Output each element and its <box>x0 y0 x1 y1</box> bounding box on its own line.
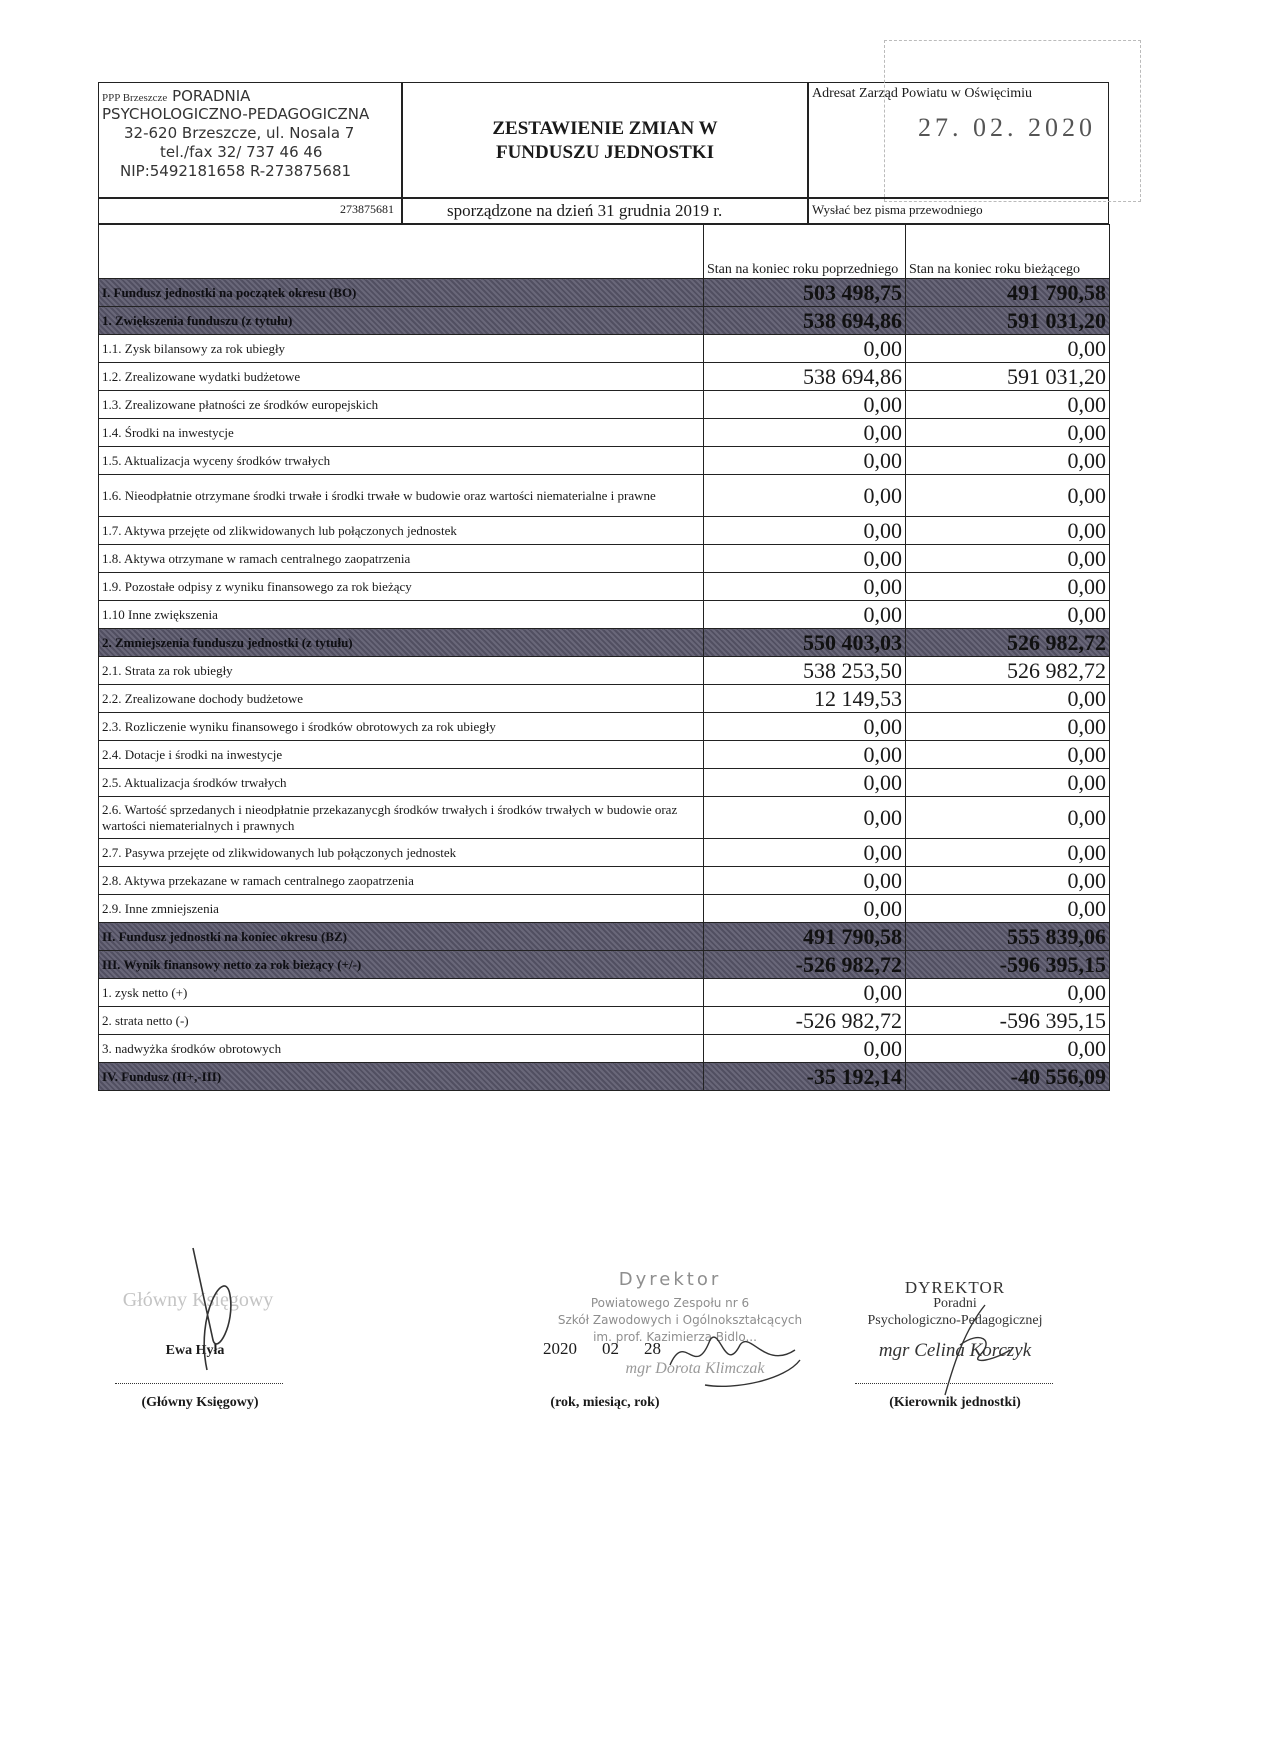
table-row <box>99 573 1110 601</box>
row-label: 2.9. Inne zmniejszenia <box>99 895 704 923</box>
prev-year-value: 0,00 <box>704 797 906 839</box>
current-year-value: 0,00 <box>906 797 1110 839</box>
table-row <box>99 839 1110 867</box>
prev-year-value: -35 192,14 <box>704 1063 906 1091</box>
current-year-value: 0,00 <box>906 713 1110 741</box>
head-caption: (Kierownik jednostki) <box>889 1395 1021 1410</box>
prev-year-value: 503 498,75 <box>704 279 906 307</box>
row-label: 1.9. Pozostałe odpisy z wyniku finansowego za rok bieżący <box>99 573 704 601</box>
table-row <box>99 867 1110 895</box>
received-stamp-frame <box>884 40 1141 202</box>
row-label: 1.6. Nieodpłatnie otrzymane środki trwałe i środki trwałe w budowie oraz wartości niematerialne i prawne <box>99 475 704 517</box>
head-dotted-line <box>855 1383 1053 1384</box>
current-year-value: 0,00 <box>906 769 1110 797</box>
accountant-caption: (Główny Księgowy) <box>141 1395 259 1410</box>
head-signature-mark <box>925 1300 1015 1400</box>
head-stamp-line2: Psychologiczno-Pedagogicznej <box>867 1313 1043 1328</box>
prev-year-value: 12 149,53 <box>704 685 906 713</box>
prev-year-value: 0,00 <box>704 839 906 867</box>
table-row <box>99 657 1110 685</box>
row-label: 1.2. Zrealizowane wydatki budżetowe <box>99 363 704 391</box>
table-row <box>99 685 1110 713</box>
row-label: 1.3. Zrealizowane płatności ze środków europejskich <box>99 391 704 419</box>
director-stamp-line3: im. prof. Kazimierza Bidlo... <box>593 1330 757 1344</box>
prev-year-value: 0,00 <box>704 335 906 363</box>
table-row <box>99 629 1110 657</box>
prev-year-value: 0,00 <box>704 895 906 923</box>
prev-year-value: 0,00 <box>704 545 906 573</box>
head-stamp-line1: Poradni <box>933 1296 977 1311</box>
row-label: 2.6. Wartość sprzedanych i nieodpłatnie przekazanycgh środków trwałych i środków trwałych w budowie oraz wartości niematerialnych i prawnych <box>99 797 704 839</box>
table-row <box>99 741 1110 769</box>
row-label: 1.5. Aktualizacja wyceny środków trwałych <box>99 447 704 475</box>
director-stamp-title: Dyrektor <box>618 1269 722 1290</box>
date-box <box>401 197 809 224</box>
prev-year-value: 0,00 <box>704 573 906 601</box>
date-line: sporządzone na dzień 31 grudnia 2019 r. <box>447 201 723 220</box>
row-label: 2.8. Aktywa przekazane w ramach centralnego zaopatrzenia <box>99 867 704 895</box>
table-row <box>99 601 1110 629</box>
institution-prefix: PPP Brzeszcze <box>102 92 168 104</box>
row-label: I. Fundusz jednostki na początek okresu (BO) <box>99 279 704 307</box>
row-label: 1.7. Aktywa przejęte od zlikwidowanych lub połączonych jednostek <box>99 517 704 545</box>
table-row <box>99 713 1110 741</box>
date-caption: (rok, miesiąc, rok) <box>550 1395 660 1410</box>
received-stamp: 27. 02. 2020 <box>918 113 1096 142</box>
row-label: 2. strata netto (-) <box>99 1007 704 1035</box>
current-year-value: 0,00 <box>906 447 1110 475</box>
current-year-value: -40 556,09 <box>906 1063 1110 1091</box>
table-row <box>99 335 1110 363</box>
table-row <box>99 923 1110 951</box>
prev-year-value: 0,00 <box>704 601 906 629</box>
stamp-line-5: NIP:5492181658 R-273875681 <box>120 162 352 180</box>
row-label: 1.1. Zysk bilansowy za rok ubiegły <box>99 335 704 363</box>
accountant-dotted-line <box>115 1383 283 1384</box>
prev-year-value: 0,00 <box>704 517 906 545</box>
row-label: 2.7. Pasywa przejęte od zlikwidowanych lub połączonych jednostek <box>99 839 704 867</box>
row-label: III. Wynik finansowy netto za rok bieżący (+/-) <box>99 951 704 979</box>
current-year-value: 591 031,20 <box>906 307 1110 335</box>
current-year-value: 0,00 <box>906 335 1110 363</box>
send-note: Wysłać bez pisma przewodniego <box>812 202 983 217</box>
col-prev-header: Stan na koniec roku poprzedniego <box>704 225 906 279</box>
table-row <box>99 1007 1110 1035</box>
current-year-value: 0,00 <box>906 517 1110 545</box>
row-label: 2.2. Zrealizowane dochody budżetowe <box>99 685 704 713</box>
row-label: 2.3. Rozliczenie wyniku finansowego i środków obrotowych za rok ubiegły <box>99 713 704 741</box>
current-year-value: 0,00 <box>906 475 1110 517</box>
current-year-value: 0,00 <box>906 895 1110 923</box>
prev-year-value: 0,00 <box>704 1035 906 1063</box>
current-year-value: 0,00 <box>906 741 1110 769</box>
prev-year-value: 538 253,50 <box>704 657 906 685</box>
prev-year-value: 0,00 <box>704 867 906 895</box>
current-year-value: 0,00 <box>906 573 1110 601</box>
prev-year-value: 0,00 <box>704 713 906 741</box>
director-stamp-line1: Powiatowego Zespołu nr 6 <box>590 1296 750 1310</box>
accountant-name: Ewa Hyła <box>165 1343 225 1358</box>
regon-box <box>98 197 403 224</box>
stamp-line-1: PORADNIA <box>172 87 251 105</box>
prev-year-value: 0,00 <box>704 419 906 447</box>
current-year-value: 555 839,06 <box>906 923 1110 951</box>
prev-year-value: -526 982,72 <box>704 951 906 979</box>
director-stamp-name: mgr Dorota Klimczak <box>625 1360 765 1377</box>
current-year-value: 491 790,58 <box>906 279 1110 307</box>
prev-year-value: 0,00 <box>704 475 906 517</box>
table-row <box>99 475 1110 517</box>
current-year-value: 526 982,72 <box>906 657 1110 685</box>
row-label: 2.4. Dotacje i środki na inwestycje <box>99 741 704 769</box>
current-year-value: 0,00 <box>906 1035 1110 1063</box>
prev-year-value: 0,00 <box>704 769 906 797</box>
row-label: 1.4. Środki na inwestycje <box>99 419 704 447</box>
regon: 273875681 <box>340 202 394 216</box>
stamp-line-2: PSYCHOLOGICZNO-PEDAGOGICZNA <box>102 105 370 123</box>
row-label: 1. zysk netto (+) <box>99 979 704 1007</box>
prev-year-value: 0,00 <box>704 741 906 769</box>
prev-year-value: -526 982,72 <box>704 1007 906 1035</box>
table-row <box>99 279 1110 307</box>
document-title: ZESTAWIENIE ZMIAN W FUNDUSZU JEDNOSTKI <box>492 118 718 163</box>
current-year-value: 0,00 <box>906 391 1110 419</box>
head-stamp-name: mgr Celina Korczyk <box>878 1340 1032 1361</box>
current-year-value: 0,00 <box>906 839 1110 867</box>
table-row <box>99 979 1110 1007</box>
addressee: Adresat Zarząd Powiatu w Oświęcimiu <box>812 86 1033 101</box>
header-blank-cell <box>99 225 704 279</box>
row-label: IV. Fundusz (II+,-III) <box>99 1063 704 1091</box>
table-row <box>99 951 1110 979</box>
date-day: 28 <box>644 1339 661 1358</box>
prev-year-value: 0,00 <box>704 447 906 475</box>
table-row <box>99 419 1110 447</box>
stamp-line-3: 32-620 Brzeszcze, ul. Nosala 7 <box>124 124 355 142</box>
row-label: 1.8. Aktywa otrzymane w ramach centralnego zaopatrzenia <box>99 545 704 573</box>
row-label: 1. Zwiększenia funduszu (z tytułu) <box>99 307 704 335</box>
table-row <box>99 545 1110 573</box>
current-year-value: 0,00 <box>906 867 1110 895</box>
table-row <box>99 447 1110 475</box>
date-month: 02 <box>602 1339 619 1358</box>
accountant-stamp: Główny Księgowy <box>122 1289 274 1311</box>
director-signature-mark <box>665 1320 805 1390</box>
prev-year-value: 0,00 <box>704 979 906 1007</box>
table-row <box>99 1063 1110 1091</box>
fund-changes-table <box>98 224 1110 1091</box>
prev-year-value: 538 694,86 <box>704 363 906 391</box>
accountant-signature-mark <box>185 1245 255 1375</box>
current-year-value: -596 395,15 <box>906 951 1110 979</box>
head-stamp-title: DYREKTOR <box>904 1278 1006 1297</box>
prev-year-value: 0,00 <box>704 391 906 419</box>
row-label: II. Fundusz jednostki na koniec okresu (BZ) <box>99 923 704 951</box>
institution-stamp-box <box>98 82 403 199</box>
row-label: 2.1. Strata za rok ubiegły <box>99 657 704 685</box>
table-row <box>99 769 1110 797</box>
current-year-value: 0,00 <box>906 685 1110 713</box>
row-label: 3. nadwyżka środków obrotowych <box>99 1035 704 1063</box>
row-label: 1.10 Inne zwiększenia <box>99 601 704 629</box>
table-row <box>99 895 1110 923</box>
table-row <box>99 363 1110 391</box>
prev-year-value: 550 403,03 <box>704 629 906 657</box>
table-row <box>99 391 1110 419</box>
current-year-value: 526 982,72 <box>906 629 1110 657</box>
table-row <box>99 797 1110 839</box>
current-year-value: -596 395,15 <box>906 1007 1110 1035</box>
table-row <box>99 307 1110 335</box>
row-label: 2. Zmniejszenia funduszu jednostki (z tytułu) <box>99 629 704 657</box>
stamp-line-4: tel./fax 32/ 737 46 46 <box>160 143 323 161</box>
current-year-value: 0,00 <box>906 979 1110 1007</box>
director-stamp-line2: Szkół Zawodowych i Ogólnokształcących <box>557 1313 803 1327</box>
prev-year-value: 538 694,86 <box>704 307 906 335</box>
row-label: 2.5. Aktualizacja środków trwałych <box>99 769 704 797</box>
prev-year-value: 491 790,58 <box>704 923 906 951</box>
table-row <box>99 517 1110 545</box>
current-year-value: 0,00 <box>906 419 1110 447</box>
current-year-value: 0,00 <box>906 545 1110 573</box>
table-header-row <box>99 225 1110 279</box>
current-year-value: 0,00 <box>906 601 1110 629</box>
title-box <box>401 82 809 199</box>
table-row <box>99 1035 1110 1063</box>
col-curr-header: Stan na koniec roku bieżącego <box>906 225 1110 279</box>
date-year: 2020 <box>543 1339 577 1358</box>
current-year-value: 591 031,20 <box>906 363 1110 391</box>
